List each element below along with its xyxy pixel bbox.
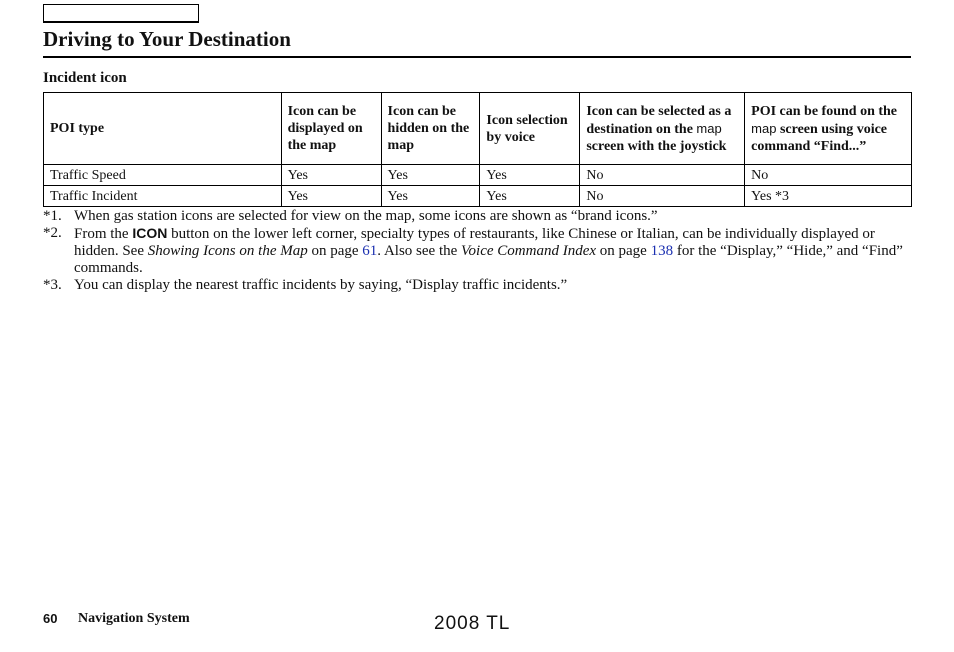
footnote-2-text-c: . Also see the: [377, 243, 458, 259]
page-link-61[interactable]: 61: [362, 243, 378, 259]
table-cell: Traffic Incident: [44, 186, 282, 207]
table-cell: Yes: [480, 186, 580, 207]
footnote-mark: *2.: [43, 225, 62, 241]
header-selected-destination: [580, 93, 745, 165]
reference-voice-command-index: Voice Command Index: [461, 243, 597, 259]
footnote-mark: *1.: [43, 208, 62, 224]
page-number: 60: [43, 611, 58, 626]
section-heading: Incident icon: [43, 70, 127, 86]
header-voice: Icon selection by voice: [480, 93, 580, 165]
table-cell: Yes: [281, 186, 381, 207]
page-link-138[interactable]: 138: [650, 243, 674, 259]
header-tab-box: [43, 4, 199, 23]
footnotes: [43, 208, 913, 294]
table-cell: Traffic Speed: [44, 165, 282, 186]
header-found-text-a: POI can be found on the: [751, 103, 898, 119]
header-poi-type: POI type: [44, 93, 282, 165]
header-displayed: Icon can be displayed on the map: [281, 93, 381, 165]
table-cell: No: [745, 165, 912, 186]
table-cell: Yes: [381, 165, 480, 186]
page-title: Driving to Your Destination: [43, 27, 291, 51]
footnote-2-text-a: From the: [74, 226, 129, 242]
header-found-map: map: [751, 120, 777, 136]
table-row: [44, 186, 912, 207]
table-cell: Yes: [381, 186, 480, 207]
footnote-2: [43, 225, 913, 277]
footnote-text: [74, 225, 913, 277]
footnote-mark: *3.: [43, 277, 62, 293]
header-selected-text-a: Icon can be selected as a destination on the: [586, 103, 732, 137]
title-divider: [43, 56, 911, 58]
header-selected-text-b: screen with the joystick: [586, 138, 727, 154]
header-hidden: Icon can be hidden on the map: [381, 93, 480, 165]
poi-icon-table: [43, 92, 912, 207]
icon-button-label: ICON: [132, 225, 168, 241]
footnote-2-text-d: for the “Display,” “Hide,” and “Find” commands.: [74, 243, 903, 276]
footnote-3: [43, 277, 913, 294]
reference-showing-icons: Showing Icons on the Map: [147, 243, 308, 259]
table-cell: No: [580, 186, 745, 207]
table-header-row: [44, 93, 912, 165]
footnote-2-on-page: on page: [311, 243, 359, 259]
footnote-2-on-page-2: on page: [599, 243, 647, 259]
footnote-2-text-b: button on the lower left corner, specialty types of restaurants, like Chinese or Italian, can be individually displayed or hidden. See: [74, 226, 875, 259]
table-cell: Yes *3: [745, 186, 912, 207]
header-found-text-b: screen using voice command “Find...”: [751, 121, 888, 154]
footnote-text: You can display the nearest traffic incidents by saying, “Display traffic incidents.”: [74, 277, 568, 293]
table-cell: Yes: [281, 165, 381, 186]
vehicle-model: 2008 TL: [434, 613, 511, 634]
header-found-by-voice: [745, 93, 912, 165]
footnote-text: When gas station icons are selected for view on the map, some icons are shown as “brand icons.”: [74, 208, 658, 224]
table-row: [44, 165, 912, 186]
table-cell: No: [580, 165, 745, 186]
manual-name: Navigation System: [78, 611, 190, 626]
footnote-1: [43, 208, 913, 225]
table-cell: Yes: [480, 165, 580, 186]
header-selected-map: map: [696, 120, 722, 136]
